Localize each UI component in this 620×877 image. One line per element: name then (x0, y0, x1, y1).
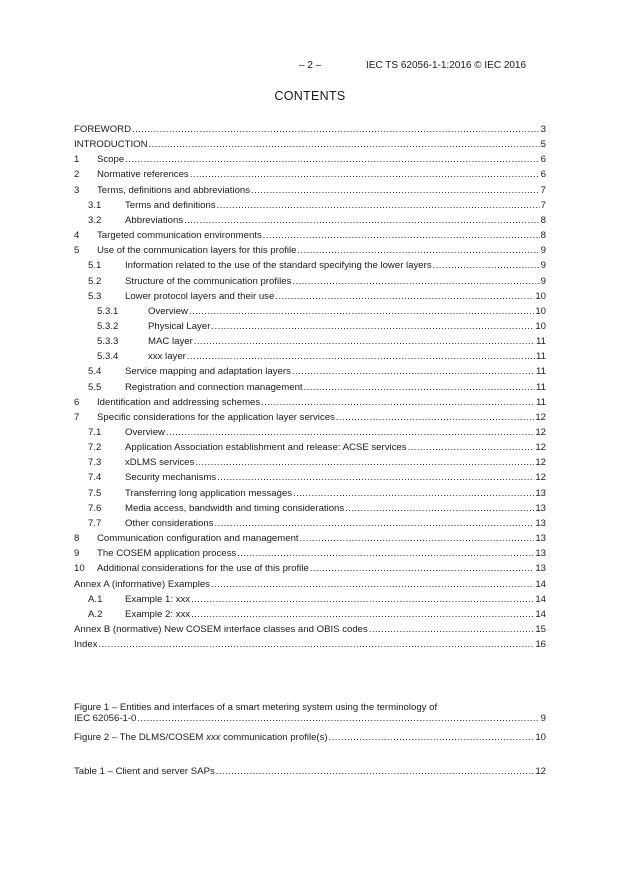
toc-entry[interactable] (74, 547, 546, 561)
table-1-page: 12 (535, 766, 546, 777)
dot-leader (217, 199, 540, 213)
toc-entry[interactable] (74, 184, 546, 198)
page-title: CONTENTS (274, 89, 346, 103)
toc-entry-label: Overview (148, 305, 188, 317)
toc-entry-label: xxx layer (148, 351, 186, 363)
dot-leader (149, 138, 540, 152)
figure-1-label-line1: Figure 1 – Entities and interfaces of a smart metering system using the terminology of (74, 702, 438, 713)
dot-leader (195, 456, 534, 470)
dot-leader (215, 517, 535, 531)
figure-1-page: 9 (540, 713, 546, 724)
toc-entry-number: 8 (74, 533, 80, 544)
toc-entry-label: Terms and definitions (125, 199, 216, 211)
toc-entry-page: 10 (535, 290, 546, 302)
toc-entry[interactable] (74, 275, 546, 289)
dot-leader (300, 532, 535, 546)
toc-entry-label: Targeted communication environments (97, 230, 262, 242)
toc-entry-number: 5.3.4 (97, 351, 119, 363)
toc-entry-label: The COSEM application process (97, 548, 237, 560)
toc-entry[interactable] (74, 350, 546, 364)
toc-entry[interactable] (74, 532, 546, 546)
toc-entry-number: 7 (74, 411, 80, 423)
toc-entry[interactable] (74, 214, 546, 228)
toc-entry-page: 11 (536, 351, 546, 363)
dot-leader (137, 712, 539, 726)
toc-entry-label: Media access, bandwidth and timing considerations (125, 502, 345, 514)
toc-entry[interactable] (74, 471, 546, 485)
toc-entry-number: 5.3.2 (97, 321, 119, 332)
toc-entry-number: 5.4 (88, 366, 102, 378)
toc-entry-label: Communication configuration and management (97, 533, 299, 544)
toc-entry-label: Registration and connection management (125, 381, 303, 393)
toc-entry-label: Overview (125, 427, 165, 438)
toc-entry-number: 1 (74, 154, 80, 166)
dot-leader (369, 623, 535, 637)
toc-entry-page: 9 (540, 260, 546, 272)
dot-leader (216, 765, 535, 779)
toc-entry-number: A.2 (88, 608, 103, 620)
toc-entry-label: Physical Layer (148, 321, 211, 332)
dot-leader (329, 731, 535, 745)
toc-entry-number: 7.5 (88, 487, 102, 499)
toc-entry[interactable] (74, 623, 546, 637)
toc-entry-number: 2 (74, 169, 80, 181)
toc-entry-number: 7.1 (88, 427, 102, 438)
dot-leader (166, 426, 534, 440)
toc-entry[interactable] (74, 168, 546, 182)
toc-entry-page: 12 (535, 427, 546, 438)
figure-1-label-line2: IEC 62056-1-0 (74, 713, 137, 724)
toc-entry[interactable] (74, 335, 546, 349)
dot-leader (125, 153, 539, 167)
toc-entry-page: 12 (535, 457, 546, 469)
table-1-label: Table 1 – Client and server SAPs (74, 766, 215, 777)
toc-entry[interactable] (74, 199, 546, 213)
toc-entry-number: 3.1 (88, 199, 102, 211)
dot-leader (336, 411, 534, 425)
toc-entry-page: 11 (536, 336, 546, 348)
toc-entry-label: Example 2: xxx (125, 608, 191, 620)
toc-entry-number: 5 (74, 245, 80, 257)
dot-leader (211, 320, 534, 334)
dot-leader (190, 168, 540, 182)
toc-entry-page: 13 (535, 533, 546, 544)
toc-entry-number: 3.2 (88, 214, 102, 226)
dot-leader (251, 184, 540, 198)
toc-entry-page: 10 (535, 305, 546, 317)
toc-entry-number: A.1 (88, 593, 103, 605)
dot-leader (261, 396, 535, 410)
toc-entry[interactable] (74, 517, 546, 531)
toc-entry-number: 7.2 (88, 442, 102, 454)
dot-leader (211, 578, 534, 592)
toc-entry[interactable] (74, 578, 546, 592)
toc-entry-label: Normative references (97, 169, 189, 181)
dot-leader (132, 123, 540, 137)
toc-entry-page: 7 (540, 184, 546, 196)
toc-entry-number: 5.2 (88, 275, 102, 287)
toc-entry[interactable] (74, 487, 546, 501)
dot-leader (310, 562, 535, 576)
toc-entry-number: 5.3 (88, 290, 102, 302)
toc-entry[interactable] (74, 381, 546, 395)
toc-entry-number: 7.6 (88, 502, 102, 514)
toc-entry-number: 7.7 (88, 517, 102, 529)
dot-leader (217, 471, 534, 485)
dot-leader (191, 608, 534, 622)
toc-entry-label: Other considerations (125, 517, 214, 529)
toc-entry-figure-1[interactable] (74, 712, 546, 726)
toc-entry-number: 5.1 (88, 260, 102, 272)
toc-entry-page: 13 (535, 517, 546, 529)
toc-entry[interactable] (74, 426, 546, 440)
toc-entry-page: 8 (540, 230, 546, 242)
toc-entry-number: 9 (74, 548, 80, 560)
dot-leader (433, 259, 540, 273)
toc-entry-label: Scope (97, 154, 125, 166)
toc-entry-page: 6 (540, 169, 546, 181)
figure-2-label: Figure 2 – The DLMS/COSEM xxx communication profile(s) (74, 732, 328, 743)
toc-entry-label: xDLMS services (125, 457, 195, 469)
toc-entry-page: 10 (535, 321, 546, 332)
toc-entry[interactable] (74, 502, 546, 516)
toc-entry-label: Security mechanisms (125, 472, 217, 484)
toc-entry[interactable] (74, 411, 546, 425)
toc-entry-label: Index (74, 639, 98, 651)
dot-leader (293, 487, 534, 501)
toc-entry-label: Lower protocol layers and their use (125, 290, 275, 302)
dot-leader (345, 502, 534, 516)
toc-entry-page: 13 (535, 502, 546, 514)
toc-entry-label: Specific considerations for the application layer services (97, 411, 335, 423)
dot-leader (297, 244, 539, 258)
toc-entry-page: 12 (535, 411, 546, 423)
toc-entry-page: 12 (535, 472, 546, 484)
dot-leader (189, 305, 534, 319)
dot-leader (194, 335, 535, 349)
toc-entry-page: 9 (540, 275, 546, 287)
dot-leader (408, 441, 535, 455)
toc-entry-label: Information related to the use of the standard specifying the lower layers (125, 260, 432, 272)
dot-leader (191, 593, 534, 607)
toc-entry[interactable] (74, 608, 546, 622)
toc-entry-page: 15 (535, 624, 546, 635)
toc-entry[interactable] (74, 123, 546, 137)
toc-entry-page: 3 (540, 124, 546, 135)
dot-leader (98, 638, 534, 652)
toc-entry-label: INTRODUCTION (74, 139, 148, 151)
toc-entry-page: 11 (536, 396, 546, 408)
dot-leader (304, 381, 535, 395)
toc-entry[interactable] (74, 562, 546, 576)
toc-entry[interactable] (74, 365, 546, 379)
toc-entry[interactable] (74, 441, 546, 455)
toc-entry-number: 5.3.1 (97, 305, 119, 317)
toc-entry[interactable] (74, 638, 546, 652)
figure-2-page: 10 (535, 732, 546, 743)
toc-entry-number: 6 (74, 396, 80, 408)
toc-entry-label: Application Association establishment and release: ACSE services (125, 442, 407, 454)
toc-entry-number: 10 (74, 563, 85, 575)
toc-entry-label: Abbreviations (125, 214, 184, 226)
toc-entry-label: Additional considerations for the use of this profile (97, 563, 309, 575)
toc-entry-page: 13 (535, 487, 546, 499)
document-reference: IEC TS 62056-1-1:2016 © IEC 2016 (366, 60, 527, 71)
toc-entry-page: 14 (535, 608, 546, 620)
toc-entry-number: 3 (74, 184, 80, 196)
toc-entry-label: FOREWORD (74, 124, 132, 135)
toc-entry-page: 14 (535, 593, 546, 605)
toc-entry-label: Identification and addressing schemes (97, 396, 261, 408)
toc-entry-label: Annex B (normative) New COSEM interface classes and OBIS codes (74, 624, 368, 635)
dot-leader (184, 214, 540, 228)
toc-entry-page: 11 (536, 366, 546, 378)
toc-entry-page: 16 (535, 639, 546, 651)
toc-entry-label: Example 1: xxx (125, 593, 191, 605)
toc-entry-page: 6 (540, 154, 546, 166)
toc-entry-page: 13 (535, 563, 546, 575)
toc-entry-number: 5.3.3 (97, 336, 119, 348)
toc-entry-number: 7.3 (88, 457, 102, 469)
dot-leader (237, 547, 534, 561)
toc-entry-number: 5.5 (88, 381, 102, 393)
toc-entry-page: 12 (535, 442, 546, 454)
toc-entry[interactable] (74, 290, 546, 304)
toc-entry-label: Structure of the communication profiles (125, 275, 292, 287)
toc-entry[interactable] (74, 259, 546, 273)
toc-entry[interactable] (74, 229, 546, 243)
dot-leader (263, 229, 540, 243)
toc-entry-page: 13 (535, 548, 546, 560)
dot-leader (187, 350, 535, 364)
toc-entry-table-1[interactable] (74, 765, 546, 779)
toc-entry-label: Annex A (informative) Examples (74, 578, 210, 590)
toc-entry-label: Terms, definitions and abbreviations (97, 184, 251, 196)
toc-entry[interactable] (74, 593, 546, 607)
toc-entry-page: 5 (540, 139, 546, 151)
toc-entry-page: 11 (536, 381, 546, 393)
toc-entry[interactable] (74, 320, 546, 334)
toc-entry[interactable] (74, 396, 546, 410)
page-number: – 2 – (299, 60, 322, 71)
toc-entry[interactable] (74, 305, 546, 319)
toc-entry-figure-2[interactable] (74, 731, 546, 745)
toc-entry[interactable] (74, 244, 546, 258)
dot-leader (292, 365, 535, 379)
toc-entry[interactable] (74, 456, 546, 470)
toc-entry-label: Service mapping and adaptation layers (125, 366, 291, 378)
toc-entry-page: 9 (540, 245, 546, 257)
toc-entry-number: 4 (74, 230, 80, 242)
toc-entry-label: Transferring long application messages (125, 487, 293, 499)
toc-entry-page: 8 (540, 214, 546, 226)
toc-entry[interactable] (74, 153, 546, 167)
dot-leader (292, 275, 539, 289)
dot-leader (275, 290, 534, 304)
toc-entry-page: 14 (535, 578, 546, 590)
toc-entry-label: MAC layer (148, 336, 193, 348)
toc-entry-page: 7 (540, 199, 546, 211)
toc-entry-number: 7.4 (88, 472, 102, 484)
toc-entry[interactable] (74, 138, 546, 152)
toc-entry-label: Use of the communication layers for this profile (97, 245, 297, 257)
